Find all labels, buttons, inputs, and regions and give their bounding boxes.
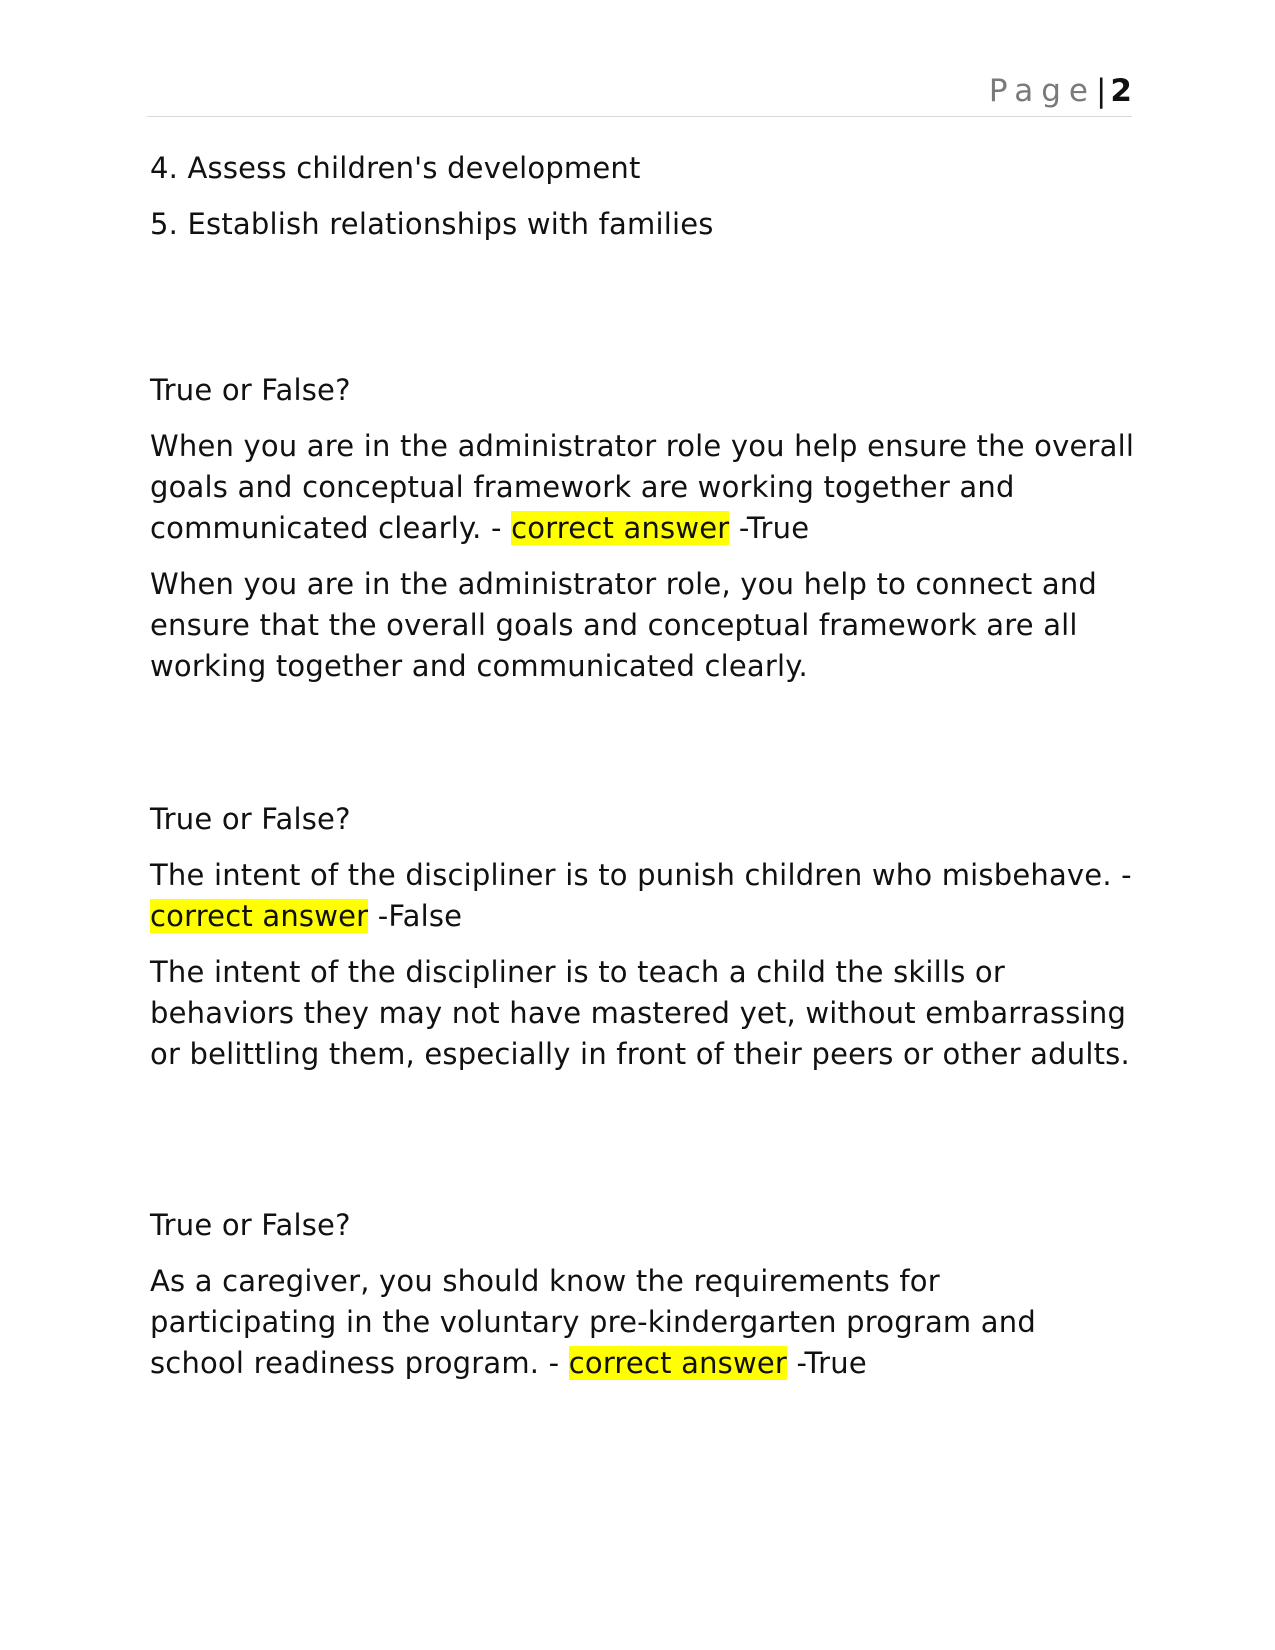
statement-text: As a caregiver, you should know the requirements for participating in the voluntary pre-kindergarten program and school readiness program. - [150, 1264, 1036, 1380]
question-label: True or False? [150, 373, 351, 407]
page-header [147, 68, 1132, 117]
statement-text: When you are in the administrator role you help ensure the overall goals and conceptual framework are working together and communicated clearly. - [150, 429, 1135, 545]
question-block [150, 370, 1135, 687]
question-explanation: When you are in the administrator role, you help to connect and ensure that the overall goals and conceptual framework are all working together and communicated clearly. [150, 567, 1098, 683]
question-statement [150, 855, 1135, 937]
list-item: 5. Establish relationships with families [150, 207, 714, 241]
document-body [150, 148, 1135, 1399]
answer-highlight: correct answer [511, 511, 730, 545]
answer-highlight: correct answer [150, 899, 369, 933]
page-separator: | [1095, 73, 1107, 109]
statement-text: The intent of the discipliner is to punish children who misbehave. - [150, 858, 1132, 892]
page-word: Page [988, 73, 1096, 109]
question-explanation: The intent of the discipliner is to teach a child the skills or behaviors they may not have mastered yet, without embarrassing or belittling them, especially in front of their peers or other adults. [150, 955, 1130, 1071]
question-block [150, 1205, 1135, 1384]
question-label: True or False? [150, 1208, 351, 1242]
answer-value: -True [787, 1346, 867, 1380]
answer-value: -True [729, 511, 810, 545]
question-block [150, 799, 1135, 1075]
question-statement [150, 426, 1135, 549]
list-item: 4. Assess children's development [150, 151, 641, 185]
question-label: True or False? [150, 802, 351, 836]
answer-highlight: correct answer [568, 1346, 788, 1380]
page-number-label [989, 72, 1132, 110]
question-statement [150, 1261, 1135, 1384]
page-number: 2 [1110, 73, 1132, 109]
answer-value: -False [368, 899, 463, 933]
